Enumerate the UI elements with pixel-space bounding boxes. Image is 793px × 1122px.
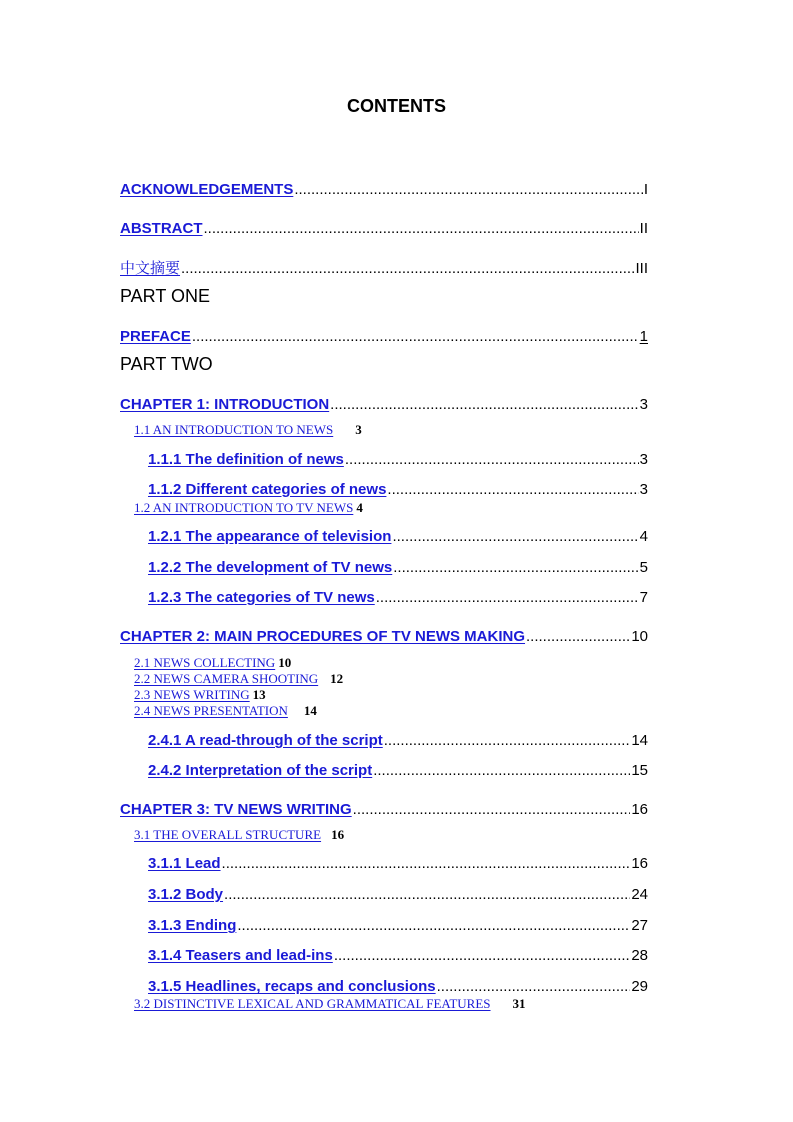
toc-link[interactable]: CHAPTER 2: MAIN PROCEDURES OF TV NEWS MAKING bbox=[120, 628, 526, 645]
toc-link[interactable]: 2.4.1 A read-through of the script bbox=[148, 732, 383, 749]
toc-entry-chapter-2[interactable] bbox=[120, 628, 648, 645]
toc-entry-3-1-1[interactable] bbox=[148, 855, 648, 872]
toc-entry-3-1-5[interactable] bbox=[148, 978, 648, 995]
toc-link[interactable]: ACKNOWLEDGEMENTS bbox=[120, 181, 294, 198]
toc-entry-section-2-2[interactable] bbox=[134, 671, 343, 687]
toc-entry-2-4-1[interactable] bbox=[148, 732, 648, 749]
page-number: III bbox=[635, 260, 648, 277]
toc-link[interactable]: 3.1.1 Lead bbox=[148, 855, 221, 872]
toc-link[interactable]: 1.2 AN INTRODUCTION TO TV NEWS bbox=[134, 500, 354, 515]
page-number: 3 bbox=[355, 422, 362, 437]
part-one-heading: PART ONE bbox=[120, 286, 211, 306]
toc-entry-chapter-1[interactable] bbox=[120, 396, 648, 413]
leader-dots bbox=[392, 528, 638, 545]
toc-link[interactable]: 1.1 AN INTRODUCTION TO NEWS bbox=[134, 422, 334, 437]
toc-entry-section-1-1[interactable] bbox=[134, 422, 362, 438]
page-number: 3 bbox=[639, 451, 648, 468]
page-number: II bbox=[639, 220, 648, 237]
page-number: 29 bbox=[631, 978, 648, 995]
toc-entry-1-2-3[interactable] bbox=[148, 589, 648, 606]
toc-entry-1-2-1[interactable] bbox=[148, 528, 648, 545]
toc-link[interactable]: 2.4.2 Interpretation of the script bbox=[148, 762, 373, 779]
page-number: I bbox=[643, 181, 648, 198]
toc-link[interactable]: CHAPTER 3: TV NEWS WRITING bbox=[120, 801, 352, 818]
page-number: 4 bbox=[356, 500, 363, 515]
leader-dots bbox=[334, 947, 631, 964]
toc-entry-1-1-1[interactable] bbox=[148, 451, 648, 468]
toc-entry-section-2-3[interactable] bbox=[134, 687, 266, 703]
leader-dots bbox=[526, 628, 630, 645]
page-number: 24 bbox=[631, 886, 648, 903]
toc-entry-preface[interactable] bbox=[120, 328, 648, 345]
leader-dots bbox=[387, 481, 638, 498]
toc-entry-acknowledgements[interactable] bbox=[120, 181, 648, 198]
toc-link[interactable]: 1.2.1 The appearance of television bbox=[148, 528, 392, 545]
page-number: 10 bbox=[278, 655, 292, 670]
page-number: 13 bbox=[252, 687, 266, 702]
toc-entry-section-2-1[interactable] bbox=[134, 655, 291, 671]
leader-dots bbox=[345, 451, 639, 468]
toc-link[interactable]: 2.1 NEWS COLLECTING bbox=[134, 655, 276, 670]
page-number: 1 bbox=[639, 328, 648, 345]
page-number: 10 bbox=[631, 628, 648, 645]
toc-entry-section-3-1[interactable] bbox=[134, 827, 344, 843]
page-number: 16 bbox=[631, 855, 648, 872]
toc-link[interactable]: 1.1.2 Different categories of news bbox=[148, 481, 387, 498]
leader-dots bbox=[376, 589, 639, 606]
toc-link[interactable]: 中文摘要 bbox=[120, 260, 181, 277]
toc-entry-section-1-2[interactable] bbox=[134, 500, 363, 516]
toc-link[interactable]: 3.1 THE OVERALL STRUCTURE bbox=[134, 827, 322, 842]
leader-dots bbox=[294, 181, 643, 198]
leader-dots bbox=[192, 328, 639, 345]
toc-link[interactable]: 3.1.4 Teasers and lead-ins bbox=[148, 947, 333, 964]
leader-dots bbox=[204, 220, 639, 237]
toc-entry-1-1-2[interactable] bbox=[148, 481, 648, 498]
page-number: 31 bbox=[512, 996, 526, 1011]
toc-entry-section-2-4[interactable] bbox=[134, 703, 317, 719]
leader-dots bbox=[393, 559, 638, 576]
leader-dots bbox=[353, 801, 631, 818]
leader-dots bbox=[384, 732, 631, 749]
toc-entry-3-1-2[interactable] bbox=[148, 886, 648, 903]
toc-link[interactable]: 1.1.1 The definition of news bbox=[148, 451, 344, 468]
toc-entry-3-1-3[interactable] bbox=[148, 917, 648, 934]
toc-entry-abstract[interactable] bbox=[120, 220, 648, 237]
leader-dots bbox=[222, 855, 631, 872]
leader-dots bbox=[224, 886, 630, 903]
toc-link[interactable]: 2.3 NEWS WRITING bbox=[134, 687, 250, 702]
page-number: 15 bbox=[631, 762, 648, 779]
page-number: 28 bbox=[631, 947, 648, 964]
toc-link[interactable]: ABSTRACT bbox=[120, 220, 203, 237]
page-number: 16 bbox=[631, 801, 648, 818]
toc-link[interactable]: 3.1.5 Headlines, recaps and conclusions bbox=[148, 978, 436, 995]
leader-dots bbox=[181, 260, 634, 277]
page-number: 3 bbox=[639, 481, 648, 498]
toc-entry-1-2-2[interactable] bbox=[148, 559, 648, 576]
leader-dots bbox=[330, 396, 638, 413]
leader-dots bbox=[437, 978, 631, 995]
toc-link[interactable]: 2.4 NEWS PRESENTATION bbox=[134, 703, 288, 718]
page-number: 3 bbox=[639, 396, 648, 413]
contents-title: CONTENTS bbox=[347, 96, 446, 116]
toc-link[interactable]: 1.2.3 The categories of TV news bbox=[148, 589, 375, 606]
page-number: 16 bbox=[331, 827, 345, 842]
leader-dots bbox=[237, 917, 630, 934]
toc-entry-chinese-abstract[interactable] bbox=[120, 257, 648, 278]
toc-entry-2-4-2[interactable] bbox=[148, 762, 648, 779]
page-number: 14 bbox=[631, 732, 648, 749]
part-two-heading: PART TWO bbox=[120, 354, 213, 374]
page-number: 12 bbox=[330, 671, 344, 686]
toc-link[interactable]: CHAPTER 1: INTRODUCTION bbox=[120, 396, 330, 413]
toc-entry-3-1-4[interactable] bbox=[148, 947, 648, 964]
toc-link[interactable]: PREFACE bbox=[120, 328, 191, 345]
toc-link[interactable]: 3.2 DISTINCTIVE LEXICAL AND GRAMMATICAL FEATURES bbox=[134, 996, 491, 1011]
page-number: 5 bbox=[639, 559, 648, 576]
toc-link[interactable]: 1.2.2 The development of TV news bbox=[148, 559, 393, 576]
toc-link[interactable]: 3.1.3 Ending bbox=[148, 917, 237, 934]
toc-entry-chapter-3[interactable] bbox=[120, 801, 648, 818]
toc-link[interactable]: 3.1.2 Body bbox=[148, 886, 224, 903]
leader-dots bbox=[373, 762, 630, 779]
toc-link[interactable]: 2.2 NEWS CAMERA SHOOTING bbox=[134, 671, 319, 686]
page-number: 27 bbox=[631, 917, 648, 934]
page-number: 4 bbox=[639, 528, 648, 545]
page-number: 14 bbox=[303, 703, 317, 718]
page-number: 7 bbox=[639, 589, 648, 606]
toc-entry-section-3-2[interactable] bbox=[134, 996, 526, 1012]
